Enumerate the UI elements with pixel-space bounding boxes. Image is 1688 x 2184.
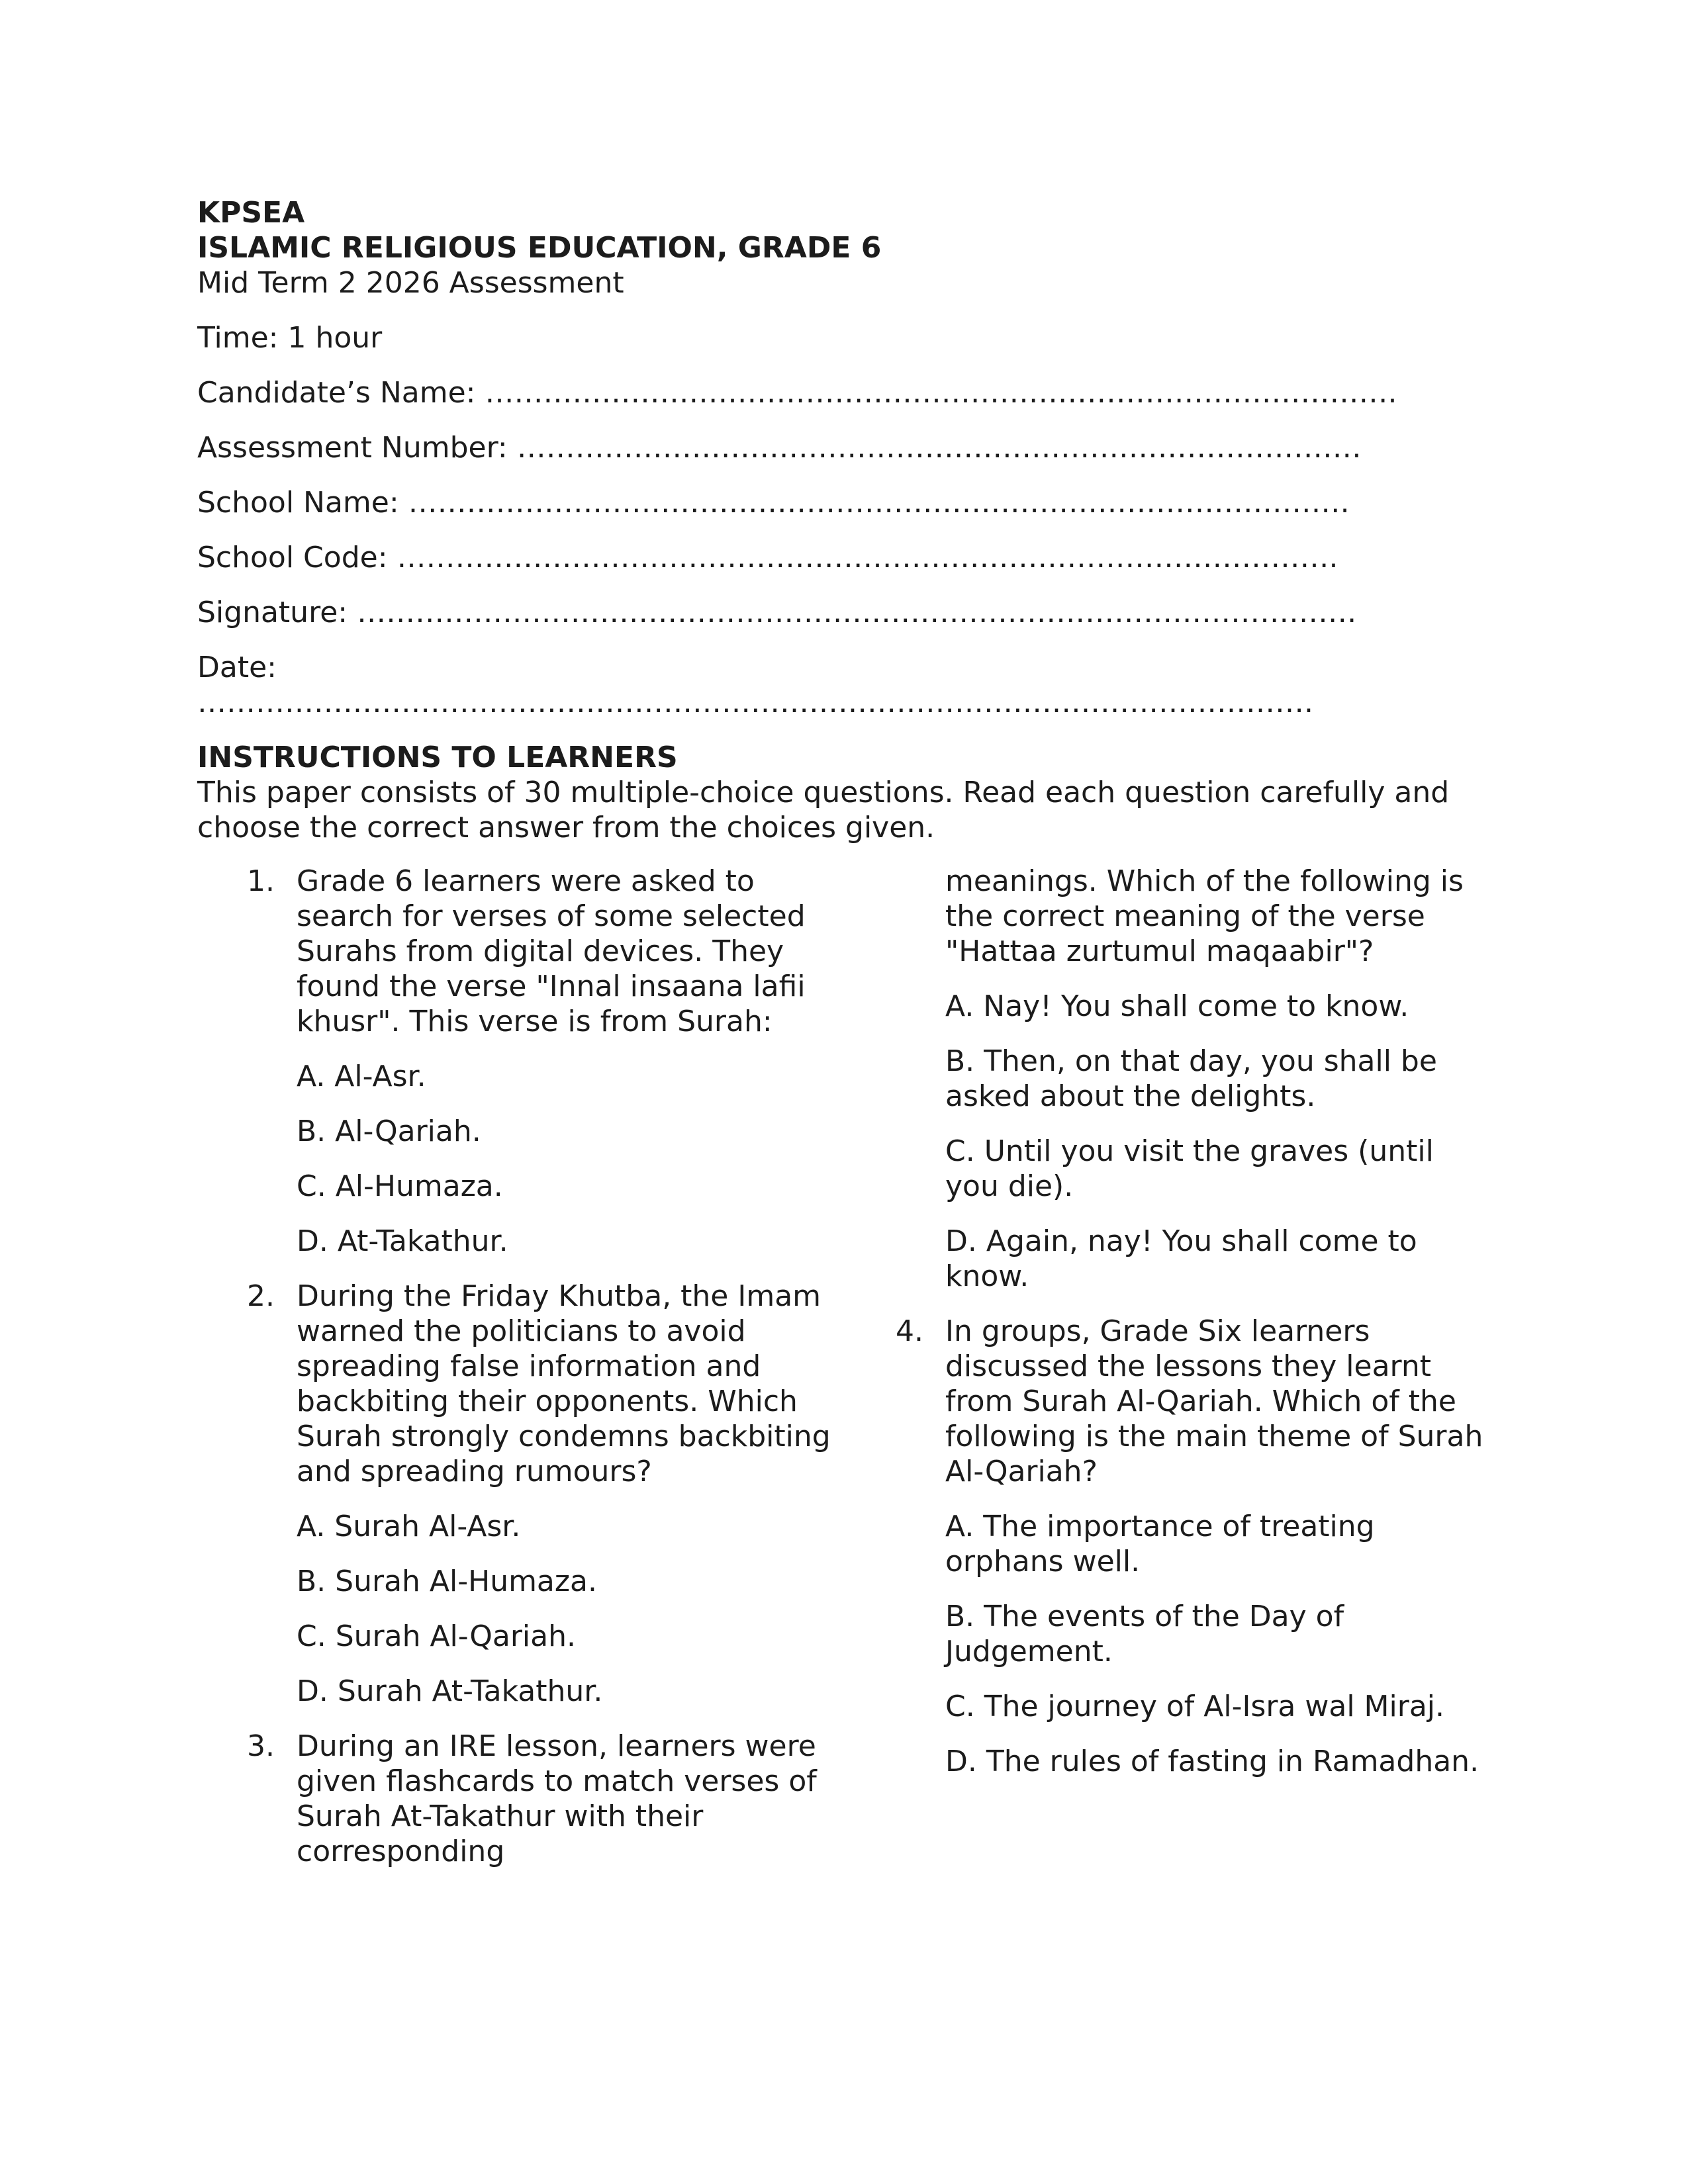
question-text: In groups, Grade Six learners discussed the lessons they learnt from Surah Al-Qariah. Which of the following is the main theme of Surah Al-Qariah? xyxy=(945,1314,1483,1488)
school-name-field: School Name: ……………………………………………………………………………………. xyxy=(197,486,1350,520)
instructions-text: This paper consists of 30 multiple-choice questions. Read each question carefully and choose the correct answer from the choices given. xyxy=(197,776,1450,844)
exam-page xyxy=(197,195,1495,1949)
left-column xyxy=(247,864,856,1889)
question-3-continued xyxy=(896,864,1495,1294)
question-text: During an IRE lesson, learners were given flashcards to match verses of Surah At-Takathur with their corresponding xyxy=(297,1729,817,1868)
question-number: 3. xyxy=(247,1729,275,1763)
question-text: During the Friday Khutba, the Imam warned the politicians to avoid spreading false information and backbiting their opponents. Which Surah strongly condemns backbiting and spreading rumours? xyxy=(297,1279,831,1488)
assessment-number-field: Assessment Number: …………………………………………………………………………… xyxy=(197,431,1362,465)
school-code-field: School Code: ……………………………………………………………………………………. xyxy=(197,541,1338,574)
question-4 xyxy=(896,1314,1495,1779)
option-d: D. Again, nay! You shall come to know. xyxy=(945,1224,1417,1293)
option-a: A. Nay! You shall come to know. xyxy=(945,989,1409,1023)
question-number: 1. xyxy=(247,864,275,898)
option-c: C. Surah Al-Qariah. xyxy=(297,1619,576,1653)
time-allowed: Time: 1 hour xyxy=(197,321,383,355)
option-d: D. The rules of fasting in Ramadhan. xyxy=(945,1745,1479,1778)
option-b: B. The events of the Day of Judgement. xyxy=(945,1600,1344,1668)
question-number: 2. xyxy=(247,1279,275,1313)
candidate-name-field: Candidate’s Name: …………………………………………………………………………………. xyxy=(197,376,1397,410)
option-a: A. The importance of treating orphans well. xyxy=(945,1510,1375,1578)
signature-field: Signature: …………………………………………………………………………………………. xyxy=(197,596,1357,629)
option-d: D. At-Takathur. xyxy=(297,1224,508,1258)
date-field: ……………………………………………………………………………………………………. xyxy=(197,686,1313,719)
option-c: C. Until you visit the graves (until you die). xyxy=(945,1134,1434,1203)
right-column xyxy=(896,864,1495,1799)
question-3 xyxy=(247,1729,856,1869)
option-d: D. Surah At-Takathur. xyxy=(297,1674,603,1708)
option-a: A. Al-Asr. xyxy=(297,1060,426,1093)
option-b: B. Surah Al-Humaza. xyxy=(297,1565,597,1598)
option-c: C. The journey of Al-Isra wal Miraj. xyxy=(945,1690,1444,1723)
question-2 xyxy=(247,1279,856,1709)
questions-area xyxy=(197,864,1495,1949)
question-text-continued: meanings. Which of the following is the correct meaning of the verse "Hattaa zurtumul maqaabir"? xyxy=(945,864,1464,968)
option-b: B. Al-Qariah. xyxy=(297,1115,481,1148)
question-number: 4. xyxy=(896,1314,923,1348)
option-a: A. Surah Al-Asr. xyxy=(297,1510,521,1543)
question-1 xyxy=(247,864,856,1259)
option-c: C. Al-Humaza. xyxy=(297,1169,503,1203)
exam-body-name: KPSEA xyxy=(197,196,305,230)
instructions-title: INSTRUCTIONS TO LEARNERS xyxy=(197,741,678,774)
term-title: Mid Term 2 2026 Assessment xyxy=(197,266,624,300)
date-label: Date: xyxy=(197,651,277,684)
option-b: B. Then, on that day, you shall be asked about the delights. xyxy=(945,1044,1437,1113)
subject-title: ISLAMIC RELIGIOUS EDUCATION, GRADE 6 xyxy=(197,231,882,265)
question-text: Grade 6 learners were asked to search for verses of some selected Surahs from digital devices. They found the verse "Innal insaana lafii khusr". This verse is from Surah: xyxy=(297,864,806,1038)
